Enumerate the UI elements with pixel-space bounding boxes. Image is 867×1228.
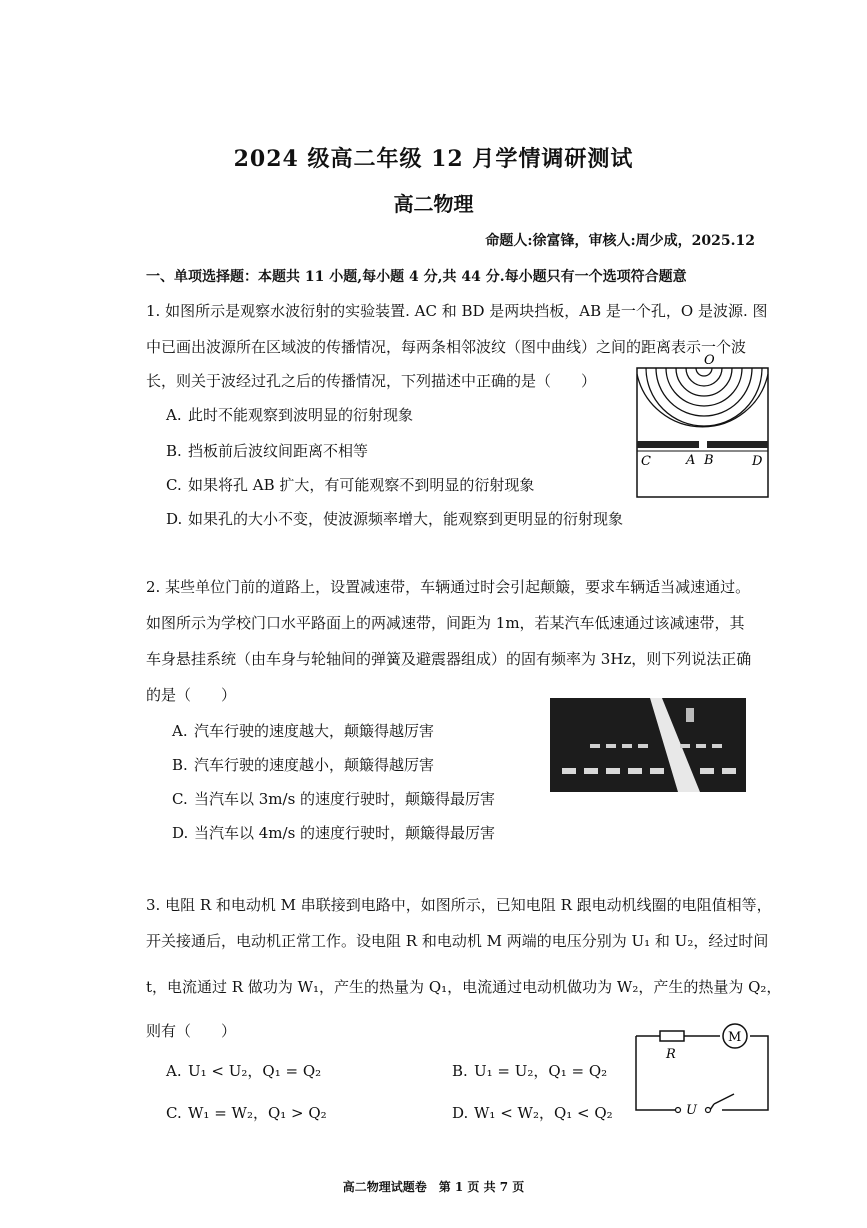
option-text: 当汽车以 3m/s 的速度行驶时，颠簸得最厉害 bbox=[194, 790, 496, 808]
speed-bump-photo bbox=[550, 698, 746, 792]
q2-option-d[interactable] bbox=[172, 822, 495, 843]
option-label: D. bbox=[166, 510, 183, 528]
label-c: C bbox=[641, 454, 651, 469]
option-label: B. bbox=[166, 442, 182, 460]
wave-diffraction-figure bbox=[636, 352, 770, 500]
resistor bbox=[660, 1031, 684, 1041]
option-label: D. bbox=[452, 1104, 469, 1122]
label-a: A bbox=[686, 453, 696, 468]
q3-option-a[interactable] bbox=[166, 1060, 321, 1081]
q2-line-3: 车身悬挂系统（由车身与轮轴间的弹簧及避震器组成）的固有频率为 3Hz，则下列说法正确 bbox=[146, 650, 752, 668]
q3-line-1: 3. 电阻 R 和电动机 M 串联接到电路中，如图所示，已知电阻 R 跟电动机线圈的电阻值相等， bbox=[146, 896, 772, 914]
option-label: D. bbox=[172, 824, 189, 842]
option-text: 当汽车以 4m/s 的速度行驶时，颠簸得最厉害 bbox=[194, 824, 496, 842]
option-text: U₁ = U₂，Q₁ = Q₂ bbox=[474, 1062, 608, 1080]
q3-option-d[interactable] bbox=[452, 1102, 613, 1123]
barrier-ac bbox=[637, 441, 699, 448]
q1-option-b[interactable] bbox=[166, 440, 368, 461]
q3-line-4: 则有（ ） bbox=[146, 1022, 237, 1040]
label-d: D bbox=[752, 454, 763, 469]
exam-title: 2024 级高二年级 12 月学情调研测试 bbox=[233, 146, 634, 172]
section-heading: 一、单项选择题：本题共 11 小题,每小题 4 分,共 44 分.每小题只有一个选项符合题意 bbox=[146, 269, 687, 285]
q3-option-c[interactable] bbox=[166, 1102, 327, 1123]
option-text: 此时不能观察到波明显的衍射现象 bbox=[188, 406, 414, 424]
exam-authors: 命题人:徐富锋，审核人:周少成，2025.12 bbox=[485, 233, 755, 249]
q2-line-2: 如图所示为学校门口水平路面上的两减速带，间距为 1m，若某汽车低速通过该减速带，其 bbox=[146, 614, 745, 632]
label-r: R bbox=[666, 1047, 676, 1062]
option-label: C. bbox=[166, 476, 182, 494]
option-text: 如果将孔 AB 扩大，有可能观察不到明显的衍射现象 bbox=[188, 476, 535, 494]
option-text: U₁ < U₂，Q₁ = Q₂ bbox=[188, 1062, 322, 1080]
option-label: B. bbox=[172, 756, 188, 774]
q2-line-1: 2. 某些单位门前的道路上，设置减速带，车辆通过时会引起颠簸，要求车辆适当减速通过。 bbox=[146, 578, 751, 596]
q2-option-b[interactable] bbox=[172, 754, 434, 775]
label-o: O bbox=[704, 353, 715, 368]
option-label: C. bbox=[172, 790, 188, 808]
wave-fronts bbox=[637, 368, 768, 427]
q2-line-4: 的是（ ） bbox=[146, 686, 237, 704]
circuit-figure bbox=[622, 1014, 772, 1118]
option-text: 挡板前后波纹间距离不相等 bbox=[188, 442, 369, 460]
option-text: 汽车行驶的速度越小，颠簸得越厉害 bbox=[194, 756, 435, 774]
option-label: A. bbox=[166, 406, 182, 424]
q3-option-b[interactable] bbox=[452, 1060, 607, 1081]
q3-line-3: t，电流通过 R 做功为 W₁，产生的热量为 Q₁，电流通过电动机做功为 W₂，产生的热量为 Q₂， bbox=[146, 978, 782, 996]
option-text: W₁ = W₂，Q₁ > Q₂ bbox=[188, 1104, 327, 1122]
q1-option-d[interactable] bbox=[166, 508, 623, 529]
option-label: B. bbox=[452, 1062, 468, 1080]
q1-line-2: 中已画出波源所在区域波的传播情况，每两条相邻波纹（图中曲线）之间的距离表示一个波 bbox=[146, 338, 747, 356]
q3-line-2: 开关接通后，电动机正常工作。设电阻 R 和电动机 M 两端的电压分别为 U₁ 和 U₂，经过时间 bbox=[146, 932, 769, 950]
option-label: A. bbox=[172, 722, 188, 740]
option-text: 如果孔的大小不变，使波源频率增大，能观察到更明显的衍射现象 bbox=[188, 510, 624, 528]
option-label: A. bbox=[166, 1062, 182, 1080]
option-text: 汽车行驶的速度越大，颠簸得越厉害 bbox=[194, 722, 435, 740]
label-u: U bbox=[686, 1103, 697, 1118]
q1-option-c[interactable] bbox=[166, 474, 534, 495]
q2-option-a[interactable] bbox=[172, 720, 434, 741]
label-m: M bbox=[728, 1030, 742, 1045]
exam-subject: 高二物理 bbox=[393, 192, 474, 216]
q2-option-c[interactable] bbox=[172, 788, 495, 809]
q1-line-1: 1. 如图所示是观察水波衍射的实验装置. AC 和 BD 是两块挡板，AB 是一个孔，O 是波源. 图 bbox=[146, 302, 768, 320]
q1-line-3: 长，则关于波经过孔之后的传播情况，下列描述中正确的是（ ） bbox=[146, 372, 597, 390]
option-text: W₁ < W₂，Q₁ < Q₂ bbox=[474, 1104, 613, 1122]
q1-option-a[interactable] bbox=[166, 404, 413, 425]
label-b: B bbox=[704, 453, 714, 468]
option-label: C. bbox=[166, 1104, 182, 1122]
page-footer: 高二物理试题卷 第 1 页 共 7 页 bbox=[342, 1180, 525, 1194]
barrier-bd bbox=[707, 441, 768, 448]
